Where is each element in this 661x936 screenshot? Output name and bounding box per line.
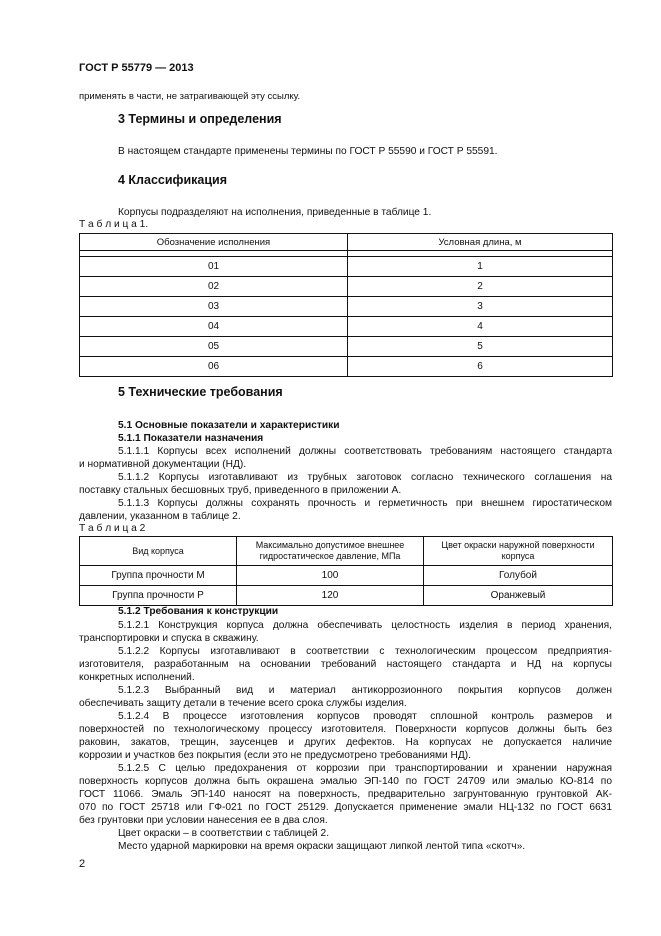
para-5-1-2-1-line2: транспортировки и спуска в скважину. (79, 633, 259, 644)
table-1-header-length: Условная длина, м (348, 234, 613, 251)
table-row: 03 3 (80, 297, 613, 317)
document-id: ГОСТ Р 55779 — 2013 (79, 62, 194, 74)
para-5-1-2-2-line1: 5.1.2.2 Корпусы изготавливают в соответствии с технологическим процессом предприятия- (118, 646, 612, 657)
section-3-title: 3 Термины и определения (118, 112, 282, 126)
para-5-1-2-5-line3: ГОСТ 11066. Эмаль ЭП-140 наносят на поверхность, предварительно загрунтованную грунтовкой АК- (79, 789, 612, 800)
para-5-1-2-4-line4: коррозии и участков без покрытия (если это не предусмотрено требованиями НД). (79, 750, 471, 761)
table-1 (79, 233, 613, 377)
table-2-caption: Т а б л и ц а 2 (79, 523, 146, 534)
para-5-1-2-4-line2: поверхностей по технологическому процессу изготовителя. Поверхности корпусов должны быть без (79, 724, 612, 735)
subsection-5-1-title: 5.1 Основные показатели и характеристики (118, 420, 340, 431)
para-5-1-1-3-line1: 5.1.1.3 Корпусы должны сохранять прочность и герметичность при внешнем гиростатическом (118, 498, 612, 509)
para-5-1-2-4-line3: раковин, закатов, трещин, заусенцев и других дефектов. На корпусах не допускается наличие (79, 737, 612, 748)
para-color: Цвет окраски – в соответствии с таблицей 2. (118, 828, 330, 839)
para-5-1-2-2-line2: изготовителя, разработанным на основании требований настоящего стандарта и НД на корпусы (79, 659, 612, 670)
para-5-1-2-3-line2: обеспечивать защиту детали в течение всего срока службы изделия. (79, 698, 407, 709)
para-5-1-2-1-line1: 5.1.2.1 Конструкция корпуса должна обеспечивать целостность изделия в период хранения, (118, 620, 612, 631)
para-marking: Место ударной маркировки на время окраски защищают липкой лентой типа «скотч». (118, 841, 526, 852)
para-5-1-1-1-line1: 5.1.1.1 Корпусы всех исполнений должны соответствовать требованиям настоящего стандарта (118, 446, 612, 457)
section-5-title: 5 Технические требования (118, 385, 283, 399)
section-4-title: 4 Классификация (118, 173, 228, 187)
table-2-header-type: Вид корпуса (80, 537, 237, 566)
para-5-1-1-1-line2: и нормативной документации (НД). (79, 459, 247, 470)
intro-line: применять в части, не затрагивающей эту ссылку. (79, 91, 301, 102)
table-row: Группа прочности М 100 Голубой (80, 566, 613, 586)
table-2-header-color: Цвет окраски наружной поверхности корпуса (424, 537, 613, 566)
section-3-text: В настоящем стандарте применены термины по ГОСТ Р 55590 и ГОСТ Р 55591. (118, 146, 498, 157)
para-5-1-1-2-line1: 5.1.1.2 Корпусы изготавливают из трубных заготовок согласно технического соглашения на (118, 472, 612, 483)
para-5-1-2-5-line5: без грунтовки при условии нанесения ее в два слоя. (79, 815, 328, 826)
table-row: 01 1 (80, 257, 613, 277)
table-row: Группа прочности Р 120 Оранжевый (80, 586, 613, 606)
table-row: 04 4 (80, 317, 613, 337)
table-2-header-pressure: Максимально допустимое внешнее гидростатическое давление, МПа (237, 537, 424, 566)
para-5-1-2-5-line2: поверхность корпусов должна быть окрашена эмалью ЭП-140 по ГОСТ 24709 или эмалью КО-814 по (79, 776, 612, 787)
subsection-5-1-2-title: 5.1.2 Требования к конструкции (118, 606, 279, 617)
table-1-caption: Т а б л и ц а 1. (79, 219, 149, 230)
table-row: 02 2 (80, 277, 613, 297)
para-5-1-2-4-line1: 5.1.2.4 В процессе изготовления корпусов проводят сплошной контроль размеров и (118, 711, 612, 722)
para-5-1-2-5-line1: 5.1.2.5 С целью предохранения от коррозии при транспортировании и хранении наружная (118, 763, 612, 774)
para-5-1-2-3-line1: 5.1.2.3 Выбранный вид и материал антикоррозионного покрытия корпусов должен (118, 685, 612, 696)
para-5-1-2-2-line3: конкретных исполнений. (79, 672, 195, 683)
section-4-text: Корпусы подразделяют на исполнения, приведенные в таблице 1. (118, 207, 432, 218)
subsection-5-1-1-title: 5.1.1 Показатели назначения (118, 433, 264, 444)
table-row: 05 5 (80, 337, 613, 357)
table-row: 06 6 (80, 357, 613, 377)
table-2 (79, 536, 613, 606)
para-5-1-1-2-line2: поставку стальных бесшовных труб, приведенного в приложении А. (79, 485, 402, 496)
page-number: 2 (79, 858, 86, 870)
para-5-1-1-3-line2: давлении, указанном в таблице 2. (79, 511, 241, 522)
table-1-header-designation: Обозначение исполнения (80, 234, 348, 251)
para-5-1-2-5-line4: 070 по ГОСТ 25718 или ГФ-021 по ГОСТ 25129. Допускается применение эмали НЦ-132 по ГОСТ 6631 (79, 802, 612, 813)
